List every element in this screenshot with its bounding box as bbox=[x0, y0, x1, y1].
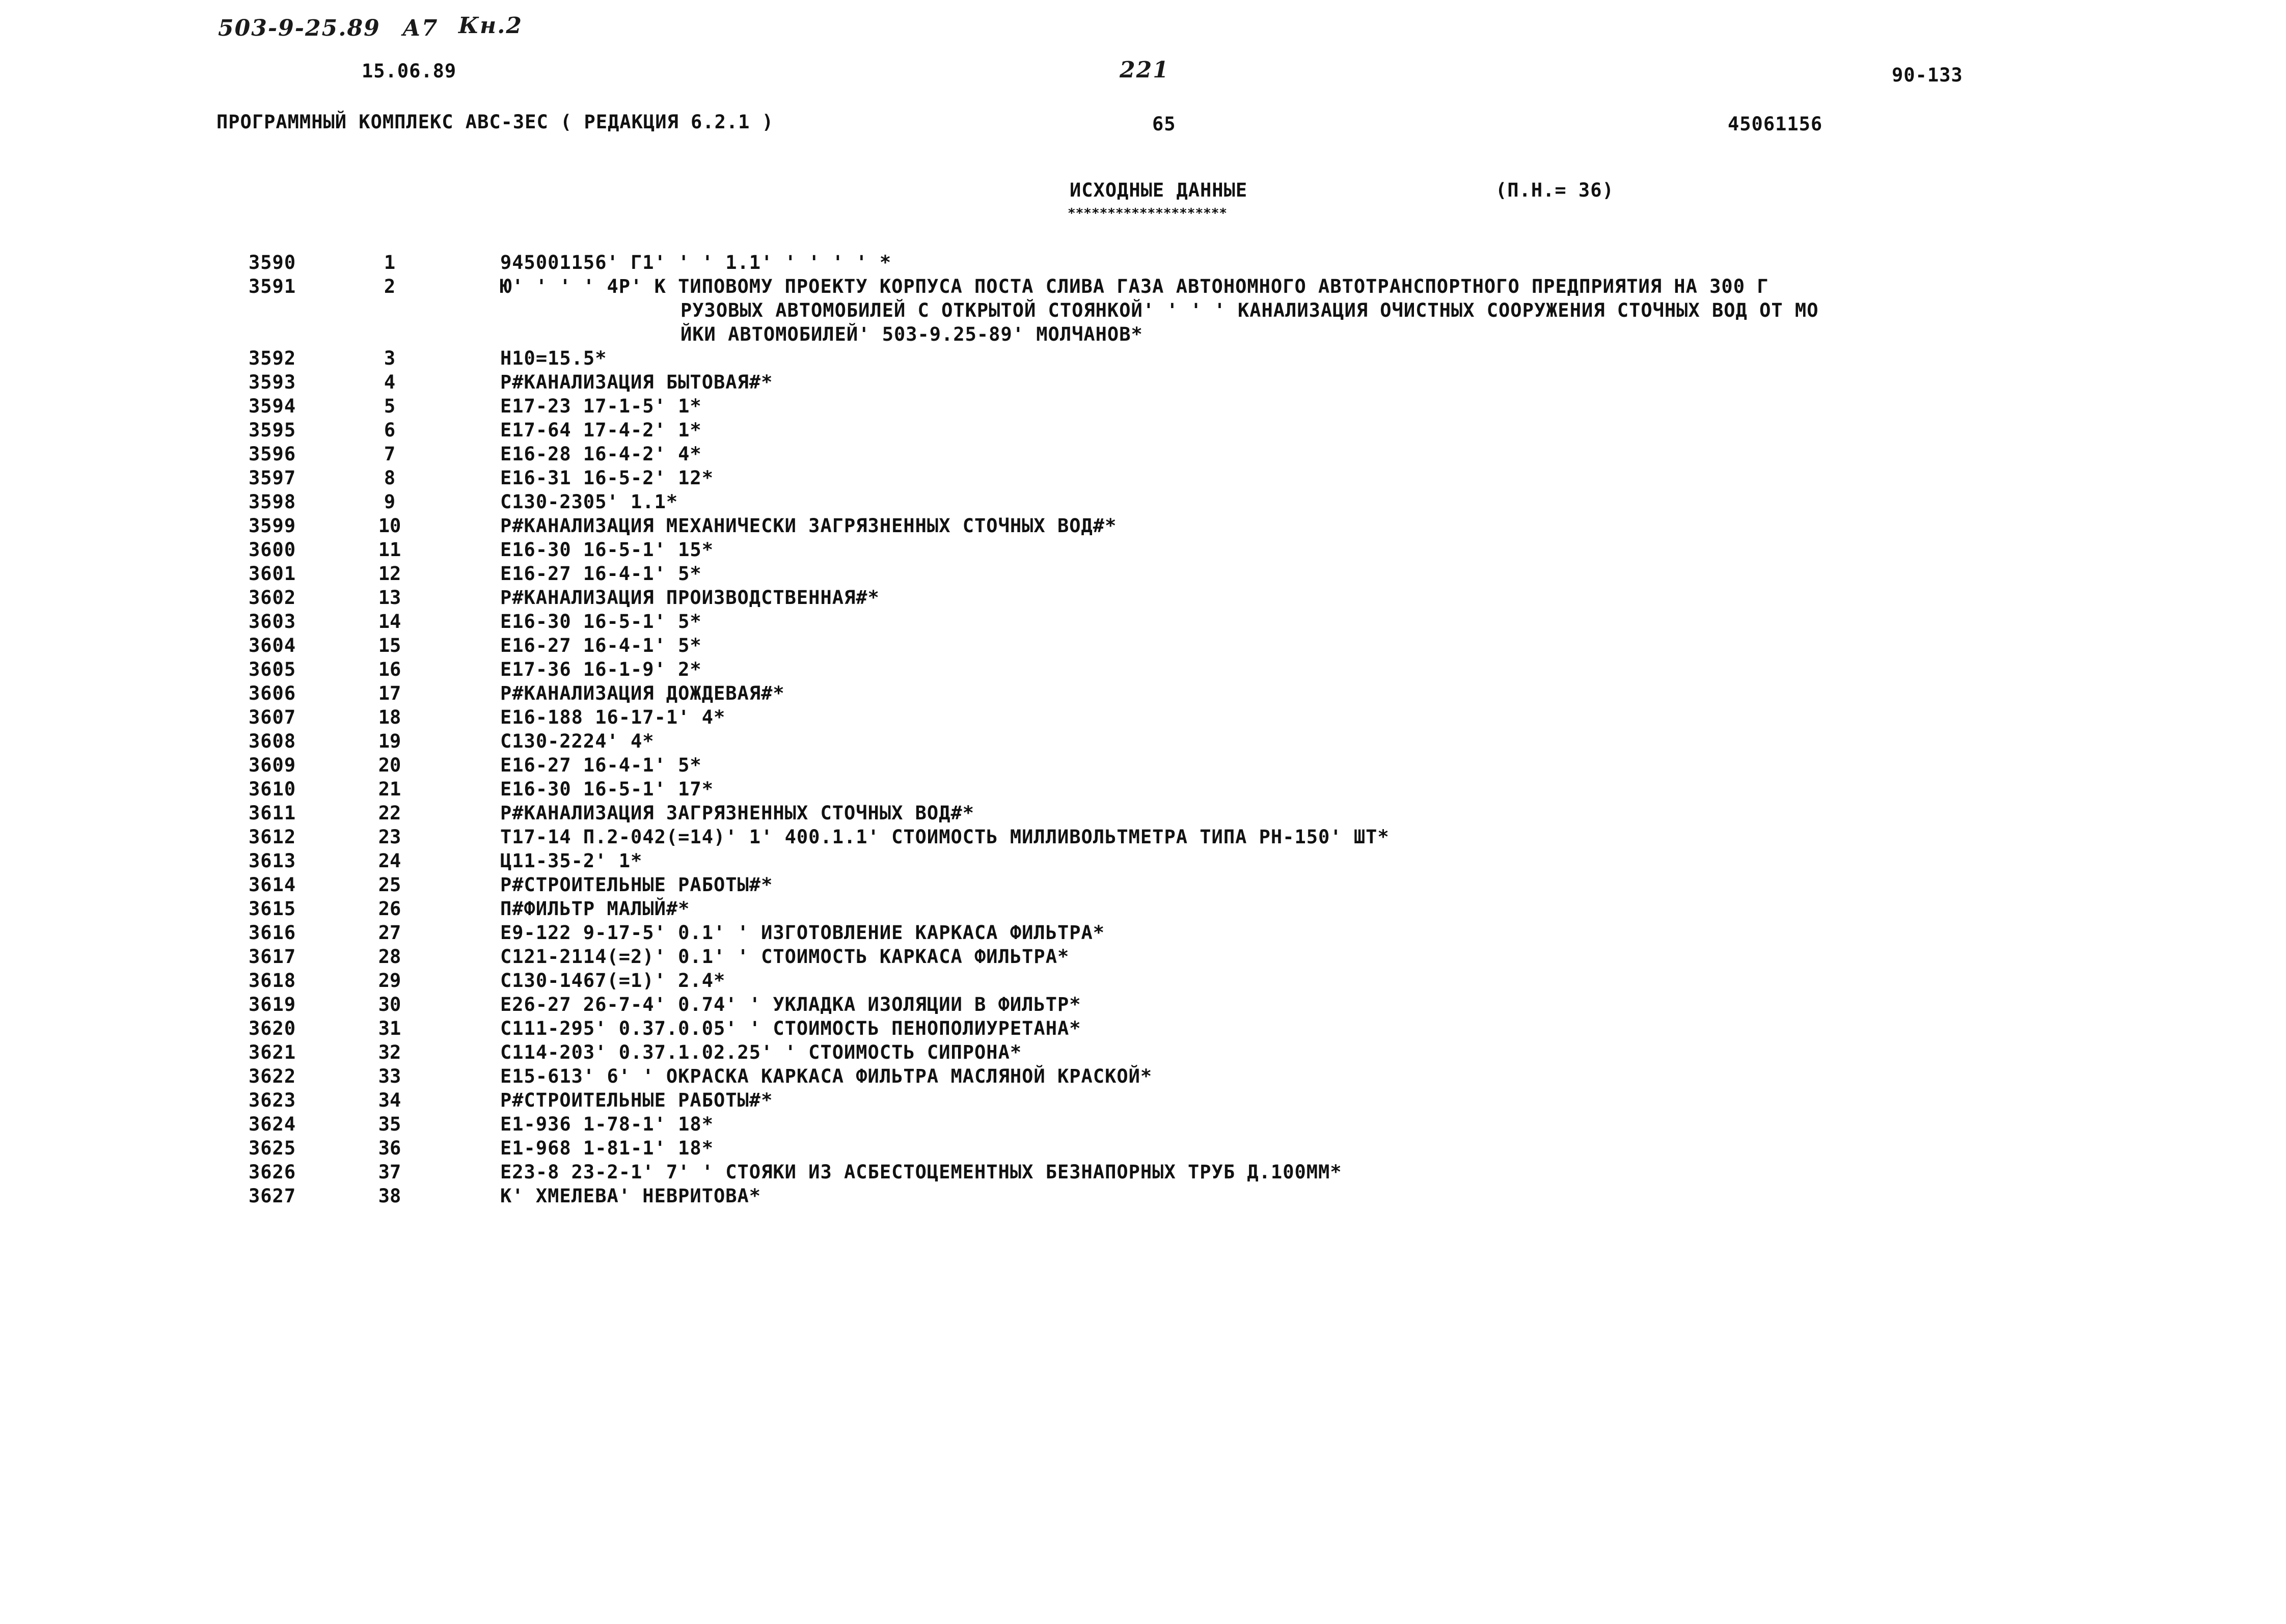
record-text: Е16-27 16-4-1' 5* bbox=[500, 754, 702, 776]
line-index: 20 bbox=[378, 754, 401, 776]
record-number: 3626 bbox=[249, 1161, 296, 1183]
record-text: С111-295' 0.37.0.05' ' СТОИМОСТЬ ПЕНОПОЛИУРЕТАНА* bbox=[500, 1017, 1081, 1039]
record-text: Е1-968 1-81-1' 18* bbox=[500, 1137, 714, 1159]
record-text: П#ФИЛЬТР МАЛЫЙ#* bbox=[500, 898, 690, 920]
line-index: 33 bbox=[378, 1065, 401, 1087]
table-row bbox=[0, 898, 2139, 921]
table-row bbox=[0, 371, 2139, 395]
record-number: 3623 bbox=[249, 1089, 296, 1111]
program-title: ПРОГРАММНЫЙ КОМПЛЕКС АВС-3ЕС ( РЕДАКЦИЯ 6.2.1 ) bbox=[216, 111, 774, 133]
record-number: 3612 bbox=[249, 826, 296, 848]
record-text: Р#СТРОИТЕЛЬНЫЕ РАБОТЫ#* bbox=[500, 874, 773, 896]
record-number: 3605 bbox=[249, 658, 296, 680]
record-number: 3613 bbox=[249, 850, 296, 872]
line-index: 1 bbox=[384, 252, 396, 273]
record-text: Е16-27 16-4-1' 5* bbox=[500, 635, 702, 656]
table-row bbox=[0, 635, 2139, 658]
table-row bbox=[0, 419, 2139, 443]
line-index: 2 bbox=[384, 276, 396, 297]
record-number: 3606 bbox=[249, 682, 296, 704]
record-number: 3608 bbox=[249, 730, 296, 752]
line-index: 4 bbox=[384, 371, 396, 393]
record-number: 3610 bbox=[249, 778, 296, 800]
record-text: Р#КАНАЛИЗАЦИЯ ЗАГРЯЗНЕННЫХ СТОЧНЫХ ВОД#* bbox=[500, 802, 975, 824]
record-number: 3620 bbox=[249, 1017, 296, 1039]
table-row-continuation bbox=[0, 299, 2139, 323]
record-text: С121-2114(=2)' 0.1' ' СТОИМОСТЬ КАРКАСА ФИЛЬТРА* bbox=[500, 946, 1070, 968]
record-text: Е26-27 26-7-4' 0.74' ' УКЛАДКА ИЗОЛЯЦИИ В ФИЛЬТР* bbox=[500, 994, 1081, 1015]
line-index: 8 bbox=[384, 467, 396, 489]
record-text: Е9-122 9-17-5' 0.1' ' ИЗГОТОВЛЕНИЕ КАРКАСА ФИЛЬТРА* bbox=[500, 922, 1105, 944]
line-index: 34 bbox=[378, 1089, 401, 1111]
record-number: 3599 bbox=[249, 515, 296, 537]
table-row bbox=[0, 994, 2139, 1017]
line-index: 5 bbox=[384, 395, 396, 417]
record-text: Е16-30 16-5-1' 17* bbox=[500, 778, 714, 800]
record-number: 3602 bbox=[249, 587, 296, 609]
record-text: Е17-64 17-4-2' 1* bbox=[500, 419, 702, 441]
table-row bbox=[0, 347, 2139, 371]
record-text: С130-2224' 4* bbox=[500, 730, 655, 752]
record-text: Н10=15.5* bbox=[500, 347, 607, 369]
sheet-number: 65 bbox=[1152, 113, 1176, 135]
line-index: 22 bbox=[378, 802, 401, 824]
table-row bbox=[0, 730, 2139, 754]
record-number: 3593 bbox=[249, 371, 296, 393]
table-row bbox=[0, 491, 2139, 514]
section-meta: (П.Н.= 36) bbox=[1495, 179, 1614, 201]
table-row bbox=[0, 874, 2139, 897]
record-number: 3622 bbox=[249, 1065, 296, 1087]
record-text: С114-203' 0.37.1.02.25' ' СТОИМОСТЬ СИПРОНА* bbox=[500, 1041, 1022, 1063]
line-index: 37 bbox=[378, 1161, 401, 1183]
line-index: 14 bbox=[378, 611, 401, 632]
record-text: Е23-8 23-2-1' 7' ' СТОЯКИ ИЗ АСБЕСТОЦЕМЕНТНЫХ БЕЗНАПОРНЫХ ТРУБ Д.100ММ* bbox=[500, 1161, 1342, 1183]
line-index: 18 bbox=[378, 706, 401, 728]
record-text: Е16-31 16-5-2' 12* bbox=[500, 467, 714, 489]
record-number: 3601 bbox=[249, 563, 296, 585]
table-row bbox=[0, 658, 2139, 682]
table-row bbox=[0, 1041, 2139, 1065]
table-row bbox=[0, 515, 2139, 538]
record-number: 3591 bbox=[249, 276, 296, 297]
record-number: 3590 bbox=[249, 252, 296, 273]
record-number: 3614 bbox=[249, 874, 296, 896]
line-index: 29 bbox=[378, 970, 401, 992]
record-number: 3611 bbox=[249, 802, 296, 824]
record-number: 3600 bbox=[249, 539, 296, 561]
line-index: 28 bbox=[378, 946, 401, 968]
record-text: С130-2305' 1.1* bbox=[500, 491, 678, 513]
record-number: 3592 bbox=[249, 347, 296, 369]
line-index: 9 bbox=[384, 491, 396, 513]
record-text: Е17-36 16-1-9' 2* bbox=[500, 658, 702, 680]
table-row bbox=[0, 850, 2139, 873]
table-row bbox=[0, 946, 2139, 969]
record-text: Т17-14 П.2-042(=14)' 1' 400.1.1' СТОИМОСТЬ МИЛЛИВОЛЬТМЕТРА ТИПА РН-150' ШТ* bbox=[500, 826, 1390, 848]
table-row bbox=[0, 587, 2139, 610]
table-row bbox=[0, 1137, 2139, 1161]
table-row bbox=[0, 395, 2139, 419]
record-number: 3621 bbox=[249, 1041, 296, 1063]
table-row bbox=[0, 252, 2139, 275]
code-number: 45061156 bbox=[1728, 113, 1823, 135]
line-index: 17 bbox=[378, 682, 401, 704]
record-text-continuation: ЙКИ АВТОМОБИЛЕЙ' 503-9.25-89' МОЛЧАНОВ* bbox=[681, 323, 1143, 345]
table-row bbox=[0, 1113, 2139, 1137]
table-row bbox=[0, 1161, 2139, 1185]
table-row bbox=[0, 563, 2139, 586]
record-text: Р#КАНАЛИЗАЦИЯ МЕХАНИЧЕСКИ ЗАГРЯЗНЕННЫХ СТОЧНЫХ ВОД#* bbox=[500, 515, 1117, 537]
line-index: 19 bbox=[378, 730, 401, 752]
record-number: 3607 bbox=[249, 706, 296, 728]
record-number: 3604 bbox=[249, 635, 296, 656]
record-number: 3596 bbox=[249, 443, 296, 465]
handwritten-code: 503-9-25.89 bbox=[218, 15, 380, 41]
table-row bbox=[0, 539, 2139, 562]
record-text-continuation: РУЗОВЫХ АВТОМОБИЛЕЙ С ОТКРЫТОЙ СТОЯНКОЙ' ' ' ' КАНАЛИЗАЦИЯ ОЧИСТНЫХ СООРУЖЕНИЯ СТОЧНЫХ ВОД ОТ МО bbox=[681, 299, 1819, 321]
table-row bbox=[0, 706, 2139, 730]
line-index: 36 bbox=[378, 1137, 401, 1159]
table-row bbox=[0, 826, 2139, 849]
handwritten-page-number: 221 bbox=[1120, 57, 1169, 83]
record-text: Е17-23 17-1-5' 1* bbox=[500, 395, 702, 417]
record-text: Р#КАНАЛИЗАЦИЯ ДОЖДЕВАЯ#* bbox=[500, 682, 785, 704]
record-text: Е16-28 16-4-2' 4* bbox=[500, 443, 702, 465]
record-text: Е16-30 16-5-1' 5* bbox=[500, 611, 702, 632]
record-text: 945001156' Г1' ' ' 1.1' ' ' ' ' * bbox=[500, 252, 892, 273]
table-row bbox=[0, 802, 2139, 825]
line-index: 6 bbox=[384, 419, 396, 441]
section-underline: ******************** bbox=[1068, 206, 1228, 221]
table-row bbox=[0, 1065, 2139, 1089]
record-number: 3603 bbox=[249, 611, 296, 632]
table-row bbox=[0, 754, 2139, 778]
record-number: 3618 bbox=[249, 970, 296, 992]
line-index: 27 bbox=[378, 922, 401, 944]
record-text: Р#СТРОИТЕЛЬНЫЕ РАБОТЫ#* bbox=[500, 1089, 773, 1111]
line-index: 11 bbox=[378, 539, 401, 561]
line-index: 30 bbox=[378, 994, 401, 1015]
record-text: Е1-936 1-78-1' 18* bbox=[500, 1113, 714, 1135]
record-number: 3615 bbox=[249, 898, 296, 920]
record-number: 3609 bbox=[249, 754, 296, 776]
line-index: 13 bbox=[378, 587, 401, 609]
record-text: Р#КАНАЛИЗАЦИЯ ПРОИЗВОДСТВЕННАЯ#* bbox=[500, 587, 880, 609]
record-number: 3625 bbox=[249, 1137, 296, 1159]
record-text: Ю' ' ' ' 4Р' К ТИПОВОМУ ПРОЕКТУ КОРПУСА ПОСТА СЛИВА ГАЗА АВТОНОМНОГО АВТОТРАНСПОРТНОГО ПРЕДПРИЯТИЯ НА 300 Г bbox=[500, 276, 1769, 297]
record-number: 3624 bbox=[249, 1113, 296, 1135]
print-date: 15.06.89 bbox=[362, 60, 457, 82]
line-index: 26 bbox=[378, 898, 401, 920]
line-index: 35 bbox=[378, 1113, 401, 1135]
table-row bbox=[0, 443, 2139, 466]
record-number: 3616 bbox=[249, 922, 296, 944]
table-row bbox=[0, 1089, 2139, 1113]
table-row bbox=[0, 276, 2139, 299]
record-text: Ц11-35-2' 1* bbox=[500, 850, 643, 872]
table-row bbox=[0, 611, 2139, 634]
line-index: 24 bbox=[378, 850, 401, 872]
record-text: Е16-27 16-4-1' 5* bbox=[500, 563, 702, 585]
line-index: 15 bbox=[378, 635, 401, 656]
line-index: 21 bbox=[378, 778, 401, 800]
record-number: 3595 bbox=[249, 419, 296, 441]
record-number: 3617 bbox=[249, 946, 296, 968]
record-text: К' ХМЕЛЕВА' НЕВРИТОВА* bbox=[500, 1185, 761, 1207]
record-text: Е16-188 16-17-1' 4* bbox=[500, 706, 726, 728]
record-text: С130-1467(=1)' 2.4* bbox=[500, 970, 726, 992]
line-index: 10 bbox=[378, 515, 401, 537]
document-number: 90-133 bbox=[1892, 64, 1963, 86]
line-index: 32 bbox=[378, 1041, 401, 1063]
record-number: 3619 bbox=[249, 994, 296, 1015]
record-text: Е16-30 16-5-1' 15* bbox=[500, 539, 714, 561]
record-number: 3598 bbox=[249, 491, 296, 513]
line-index: 25 bbox=[378, 874, 401, 896]
table-row bbox=[0, 922, 2139, 945]
line-index: 3 bbox=[384, 347, 396, 369]
line-index: 16 bbox=[378, 658, 401, 680]
record-text: Е15-613' 6' ' ОКРАСКА КАРКАСА ФИЛЬТРА МАСЛЯНОЙ КРАСКОЙ* bbox=[500, 1065, 1153, 1087]
table-row bbox=[0, 778, 2139, 802]
table-row bbox=[0, 682, 2139, 706]
record-number: 3597 bbox=[249, 467, 296, 489]
table-row bbox=[0, 1185, 2139, 1208]
line-index: 23 bbox=[378, 826, 401, 848]
line-index: 12 bbox=[378, 563, 401, 585]
line-index: 7 bbox=[384, 443, 396, 465]
section-title: ИСХОДНЫЕ ДАННЫЕ bbox=[1070, 179, 1248, 201]
record-number: 3627 bbox=[249, 1185, 296, 1207]
table-row bbox=[0, 1017, 2139, 1041]
table-row bbox=[0, 467, 2139, 490]
handwritten-book: Кн.2 bbox=[458, 13, 523, 39]
table-row-continuation bbox=[0, 323, 2139, 347]
record-text: Р#КАНАЛИЗАЦИЯ БЫТОВАЯ#* bbox=[500, 371, 773, 393]
record-number: 3594 bbox=[249, 395, 296, 417]
line-index: 38 bbox=[378, 1185, 401, 1207]
table-row bbox=[0, 970, 2139, 993]
handwritten-album: А7 bbox=[402, 15, 439, 41]
line-index: 31 bbox=[378, 1017, 401, 1039]
